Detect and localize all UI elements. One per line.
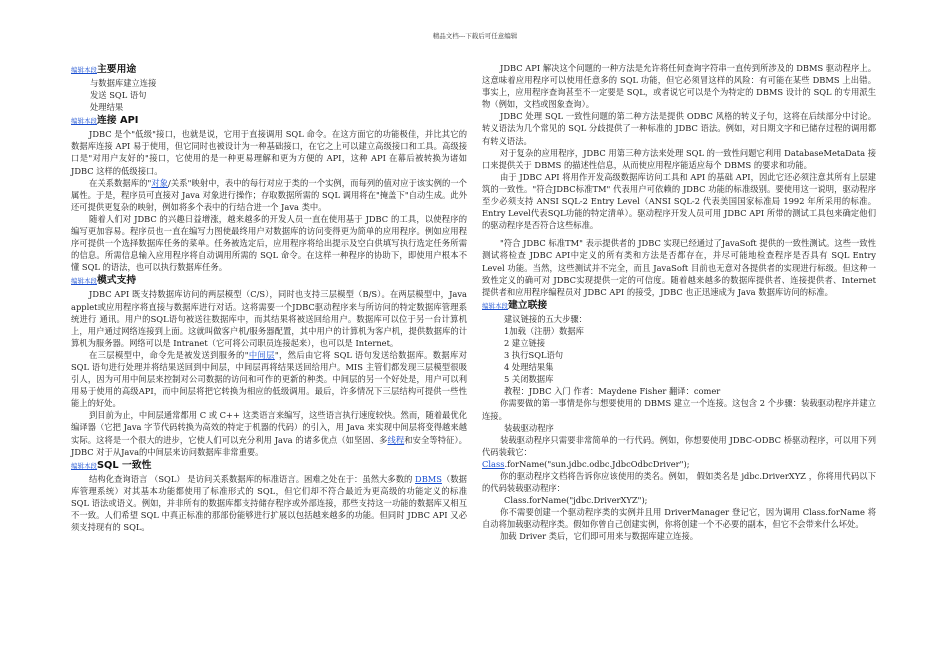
paragraph: 由于 JDBC API 将用作开发高级数据库访问工具和 API 的基础 API，因此它还必须注意其所有上层建筑的一致性。"符合JDBC标准TM" 代表用户可依赖的 JDBC 功能的标准级别。要使用这一说明，驱动程序至少必须支持 ANSI SQL-2 Entry Level（ANSI SQL-2 代表美国国家标准局 1992 年所采用的标准。Entry Level代表SQL功能的特定清单）。驱动程序开发人员可用 JDBC API 所带的测试工具包来确定他们的驱动程序是否符合这些标准。 xyxy=(482,171,876,231)
section-heading-connect xyxy=(482,298,876,313)
text-run: 在三层模型中，命令先是被发送到服务的" xyxy=(89,349,249,360)
paragraph: 建议链接的五大步骤： xyxy=(504,313,587,324)
list-item: 4 处理结果集 xyxy=(504,362,554,373)
paragraph: 你需要做的第一事情是你与想要使用的 DBMS 建立一个连接。这包含 2 个步骤：装载驱动程序并建立连接。 xyxy=(482,398,876,421)
paragraph: 教程：JDBC 入门 作者：Maydene Fisher 翻译：comer xyxy=(504,386,721,397)
paragraph: 加载 Driver 类后，它们即可用来与数据库建立连接。 xyxy=(500,531,699,542)
edit-section-link[interactable]: 编辑本段 xyxy=(71,461,97,470)
edit-section-link[interactable]: 编辑本段 xyxy=(482,301,508,310)
paragraph: 装载驱动程序只需要非常简单的一行代码。例如，你想要使用 JDBC-ODBC 桥驱动程序，可以用下列代码装载它： xyxy=(482,434,876,457)
text-run: （数据库管理系统）对其基本功能都使用了标准形式的 SQL，但它们却不符合最近为更高级的功能定义的标准 SQL 语法或语义。例如，并非所有的数据库都支持储存程序或外部连接，那些支持这一功能的数据库又相互不一致。人们希望 SQL 中真正标准的那部份能够进行扩展以包括越来越多的功能。但同时 JDBC API 又必须支持现有的 SQL。 xyxy=(71,473,467,533)
list-item: 发送 SQL 语句 xyxy=(90,90,147,101)
section-title: 模式支持 xyxy=(97,275,137,287)
paragraph xyxy=(71,177,467,213)
list-item: 1加载（注册）数据库 xyxy=(504,325,584,336)
page-header: 精品文档---下载后可任意编辑 xyxy=(432,32,518,40)
list-item: 处理结果 xyxy=(90,102,124,113)
section-heading-model xyxy=(71,273,467,288)
paragraph xyxy=(71,409,467,457)
paragraph xyxy=(71,349,467,409)
paragraph: 对于复杂的应用程序，JDBC 用第三种方法来处理 SQL 的一致性问题它利用 DatabaseMetaData 接口来提供关于 DBMS 的描述性信息，从而使应用程序能适应每个 DBMS 的要求和功能。 xyxy=(482,147,876,170)
list-item: 2 建立链接 xyxy=(504,337,546,348)
edit-section-link[interactable]: 编辑本段 xyxy=(71,66,97,74)
paragraph: JDBC 处理 SQL 一致性问题的第二种方法是提供 ODBC 风格的转义子句，这将在后续部分中讨论。转义语法为几个常见的 SQL 分歧提供了一种标准的 JDBC 语法。例如，对日期文字和已储存过程的调用都有转义语法。 xyxy=(482,111,876,146)
text-run: 在关系数据库的" xyxy=(89,177,152,188)
edit-section-link[interactable]: 编辑本段 xyxy=(71,117,97,126)
section-heading-api xyxy=(71,113,467,128)
left-column xyxy=(71,62,467,533)
text-run: 结构化查询语言 （SQL） 是访问关系数据库的标准语言。困难之处在于：虽然大多数的 xyxy=(89,473,416,484)
edit-section-link[interactable]: 编辑本段 xyxy=(71,277,97,286)
section-heading-purpose xyxy=(71,62,467,77)
middle-tier-link[interactable]: 中间层 xyxy=(248,349,275,360)
code-line: Class.forName("jdbc.DriverXYZ"); xyxy=(504,495,648,506)
dbms-link[interactable]: DBMS xyxy=(415,473,442,484)
text-run: 到目前为止，中间层通常都用 C 或 C++ 这类语言来编写，这些语言执行速度较快。然而，随着最优化编译器（它把 Java 字节代码转换为高效的特定于机器的代码）的引入，用 Java 来实现中间层将变得越来越实际。这将是一个很大的进步，它使人们可以充分利用 Java 的诸多优点（如坚固、多 xyxy=(71,410,467,445)
subheading: 装载驱动程序 xyxy=(504,422,554,433)
paragraph: JDBC API 解决这个问题的一种方法是允许将任何查询字符串一直传到所涉及的 DBMS 驱动程序上。这意味着应用程序可以使用任意多的 SQL 功能，但它必须冒这样的风险：有可能在某些 DBMS 上出错。事实上，应用程序查询甚至不一定要是 SQL，或者说它可以是个为特定的 DBMS 设计的 SQL 的专用派生物（例如，文档或图象查询）。 xyxy=(482,63,876,110)
code-line xyxy=(482,458,876,470)
paragraph: JDBC 是个"低级"接口，也就是说，它用于直接调用 SQL 命令。在这方面它的功能极佳，并比其它的数据库连接 API 易于使用，但它同时也被设计为一种基础接口，在它之上可以建立高级接口和工具。高级接口是"对用户友好的"接口，它使用的是一种更易理解和更为方便的 API，这种 API 在幕后被转换为诸如 JDBC 这样的低级接口。 xyxy=(71,129,467,176)
class-link[interactable]: Class xyxy=(482,458,505,469)
paragraph: 你不需要创建一个驱动程序类的实例并且用 DriverManager 登记它，因为调用 Class.forName 将自动将加载驱动程序类。假如你曾自己创建实例，你将创建一个不必要的副本，但它不会带来什么坏处。 xyxy=(482,507,876,530)
text-run: "，然后由它将 SQL 语句发送给数据库。数据库对 SQL 语句进行处理并将结果送回到中间层，中间层再将结果送回给用户。MIS 主管们都发现三层模型很吸引人，因为可用中间层来控制对公司数据的访问和可作的更新的种类。中间层的另一个好处是，用户可以利用易于使用的高级API，而中间层将把它转换为相应的低级调用。最后，许多情况下三层结构可提供一些性能上的好处。 xyxy=(71,349,467,409)
list-item: 5 关闭数据库 xyxy=(504,374,554,385)
section-heading-sql xyxy=(71,458,467,473)
text-run: 和安全等特征）。JDBC 对于从Java的中间层来访问数据库非常重要。 xyxy=(71,434,467,457)
code-text: .forName("sun.jdbc.odbc.JdbcOdbcDriver"); xyxy=(504,458,690,469)
paragraph xyxy=(71,473,467,533)
section-title: 连接 API xyxy=(97,115,139,127)
paragraph: 你的驱动程序文档将告诉你应该使用的类名。例如， 假如类名是 jdbc.DriverXYZ ，你将用代码以下的代码装载驱动程序： xyxy=(482,471,876,494)
list-item: 与数据库建立连接 xyxy=(90,78,157,88)
section-title: SQL 一致性 xyxy=(97,459,152,471)
paragraph: JDBC API 既支持数据库访问的两层模型（C/S），同时也支持三层模型（B/S）。在两层模型中，Java applet或应用程序将直接与数据库进行对话。这将需要一个JDBC驱动程序来与所访问的特定数据库管理系统进行 通讯。用户的SQL语句被送往数据库中，而其结果将被送回给用户。数据库可以位于另一台计算机上，用户通过网络连接到上面。这就叫做客户机/服务器配置，其中用户的计算机为客户机，提供数据库的计算机为服务器。网络可以是 Intranet（它可将公司职员连接起来），也可以是 Internet。 xyxy=(71,289,467,348)
thread-link[interactable]: 线程 xyxy=(387,434,405,445)
paragraph: "符合 JDBC 标准TM" 表示提供者的 JDBC 实现已经通过了JavaSoft 提供的一致性测试。这些一致性测试将检查 JDBC API中定义的所有类和方法是否都存在，并尽可能地检查程序是否具有 SQL Entry Level 功能。当然，这些测试并不完全，而且 JavaSoft 目前也无意对各提供者的实现进行标级。但这种一致性定义的确可对 JDBC实现提供一定的可信度。随着越来越多的数据库提供者、连接提供者、Internet 提供者和应用程序编程员对 JDBC API 的接受，JDBC 也正迅速成为 Java 数据库访问的标准。 xyxy=(482,238,876,297)
list-item: 3 执行SQL语句 xyxy=(504,350,564,361)
right-column xyxy=(482,62,876,543)
paragraph: 随着人们对 JDBC 的兴趣日益增涨，越来越多的开发人员一直在使用基于 JDBC 的工具，以使程序的编写更加容易。程序员也一直在编写力图使最终用户对数据库的访问变得更为简单的应用程序。例如应用程序可提供一个选择数据库任务的菜单。任务被选定后，应用程序将给出提示及空白供填写执行选定任务所需的信息。所需信息输入应用程序将自动调用所需的 SQL 命令。在这样一种程序的协助下，即使用户根本不懂 SQL 的语法，也可以执行数据库任务。 xyxy=(71,213,467,273)
text-run: /关系"映射中，表中的每行对应于类的一个实例，而每列的值对应于该实例的一个属性。于是，程序员可直接对 Java 对象进行操作；存取数据所需的 SQL 调用将在"掩盖下"自动生成。此外还可提供更复杂的映射，例如将多个表中的行结合进一个 Java 类中。 xyxy=(71,177,467,212)
section-title: 主要用途 xyxy=(97,64,137,75)
object-link[interactable]: 对象 xyxy=(151,177,169,188)
section-title: 建立联接 xyxy=(508,299,548,311)
